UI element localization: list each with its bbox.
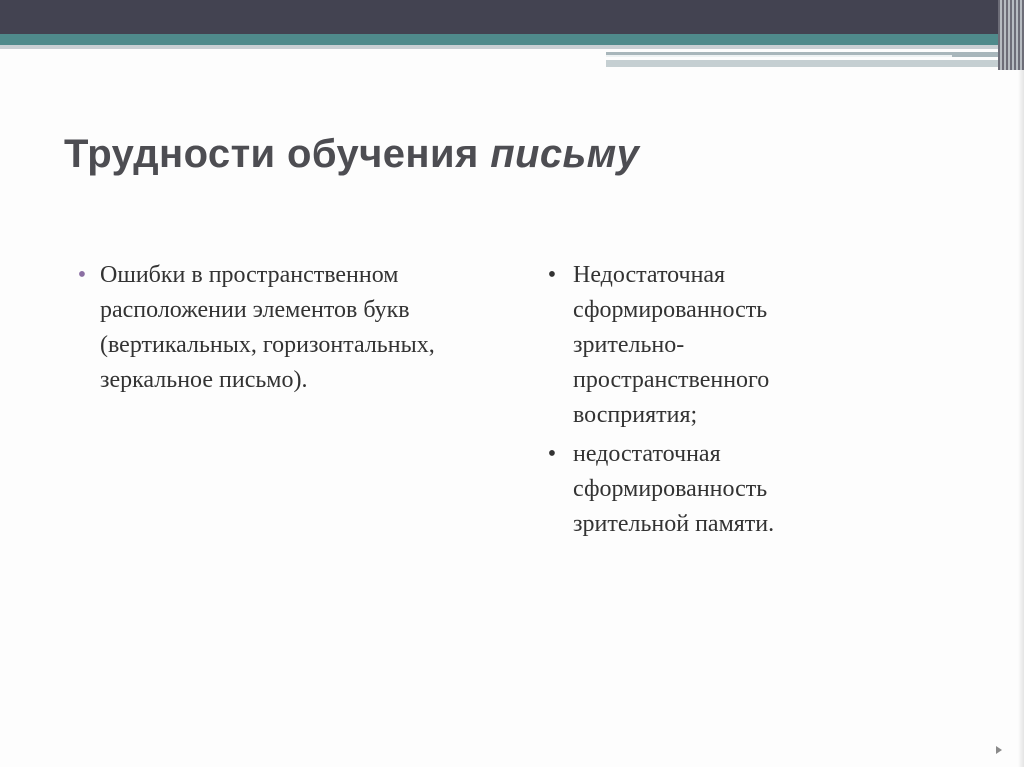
right-list-item-text: Недостаточная сформированность зрительно-пространственного восприятия; — [573, 262, 770, 428]
triangle-right-icon — [996, 746, 1002, 754]
page-edge-shadow — [1018, 70, 1024, 767]
header-band-gray — [0, 45, 1024, 49]
left-column — [72, 258, 512, 402]
right-list-item — [542, 437, 872, 542]
header-accent-line — [606, 55, 952, 57]
slide-title — [64, 132, 639, 177]
bullet-icon: • — [77, 262, 87, 288]
slide-title-italic: письму — [490, 132, 640, 176]
header-band-dark — [0, 0, 1024, 34]
header-stripes — [998, 0, 1024, 70]
left-list-item-text: Ошибки в пространственном расположении элементов букв (вертикальных, горизонтальных, зеркальное письмо). — [100, 262, 435, 393]
slide-title-regular: Трудности обучения — [64, 132, 491, 176]
left-list-item — [72, 258, 512, 398]
bullet-icon: • — [547, 441, 557, 467]
header-band-teal — [0, 34, 1024, 45]
right-list-item-text: недостаточная сформированность зрительной памяти. — [573, 441, 775, 537]
header-accent-bar-lower — [606, 60, 1024, 67]
right-column — [542, 258, 872, 546]
bullet-icon: • — [547, 262, 557, 288]
right-list-item — [542, 258, 872, 433]
